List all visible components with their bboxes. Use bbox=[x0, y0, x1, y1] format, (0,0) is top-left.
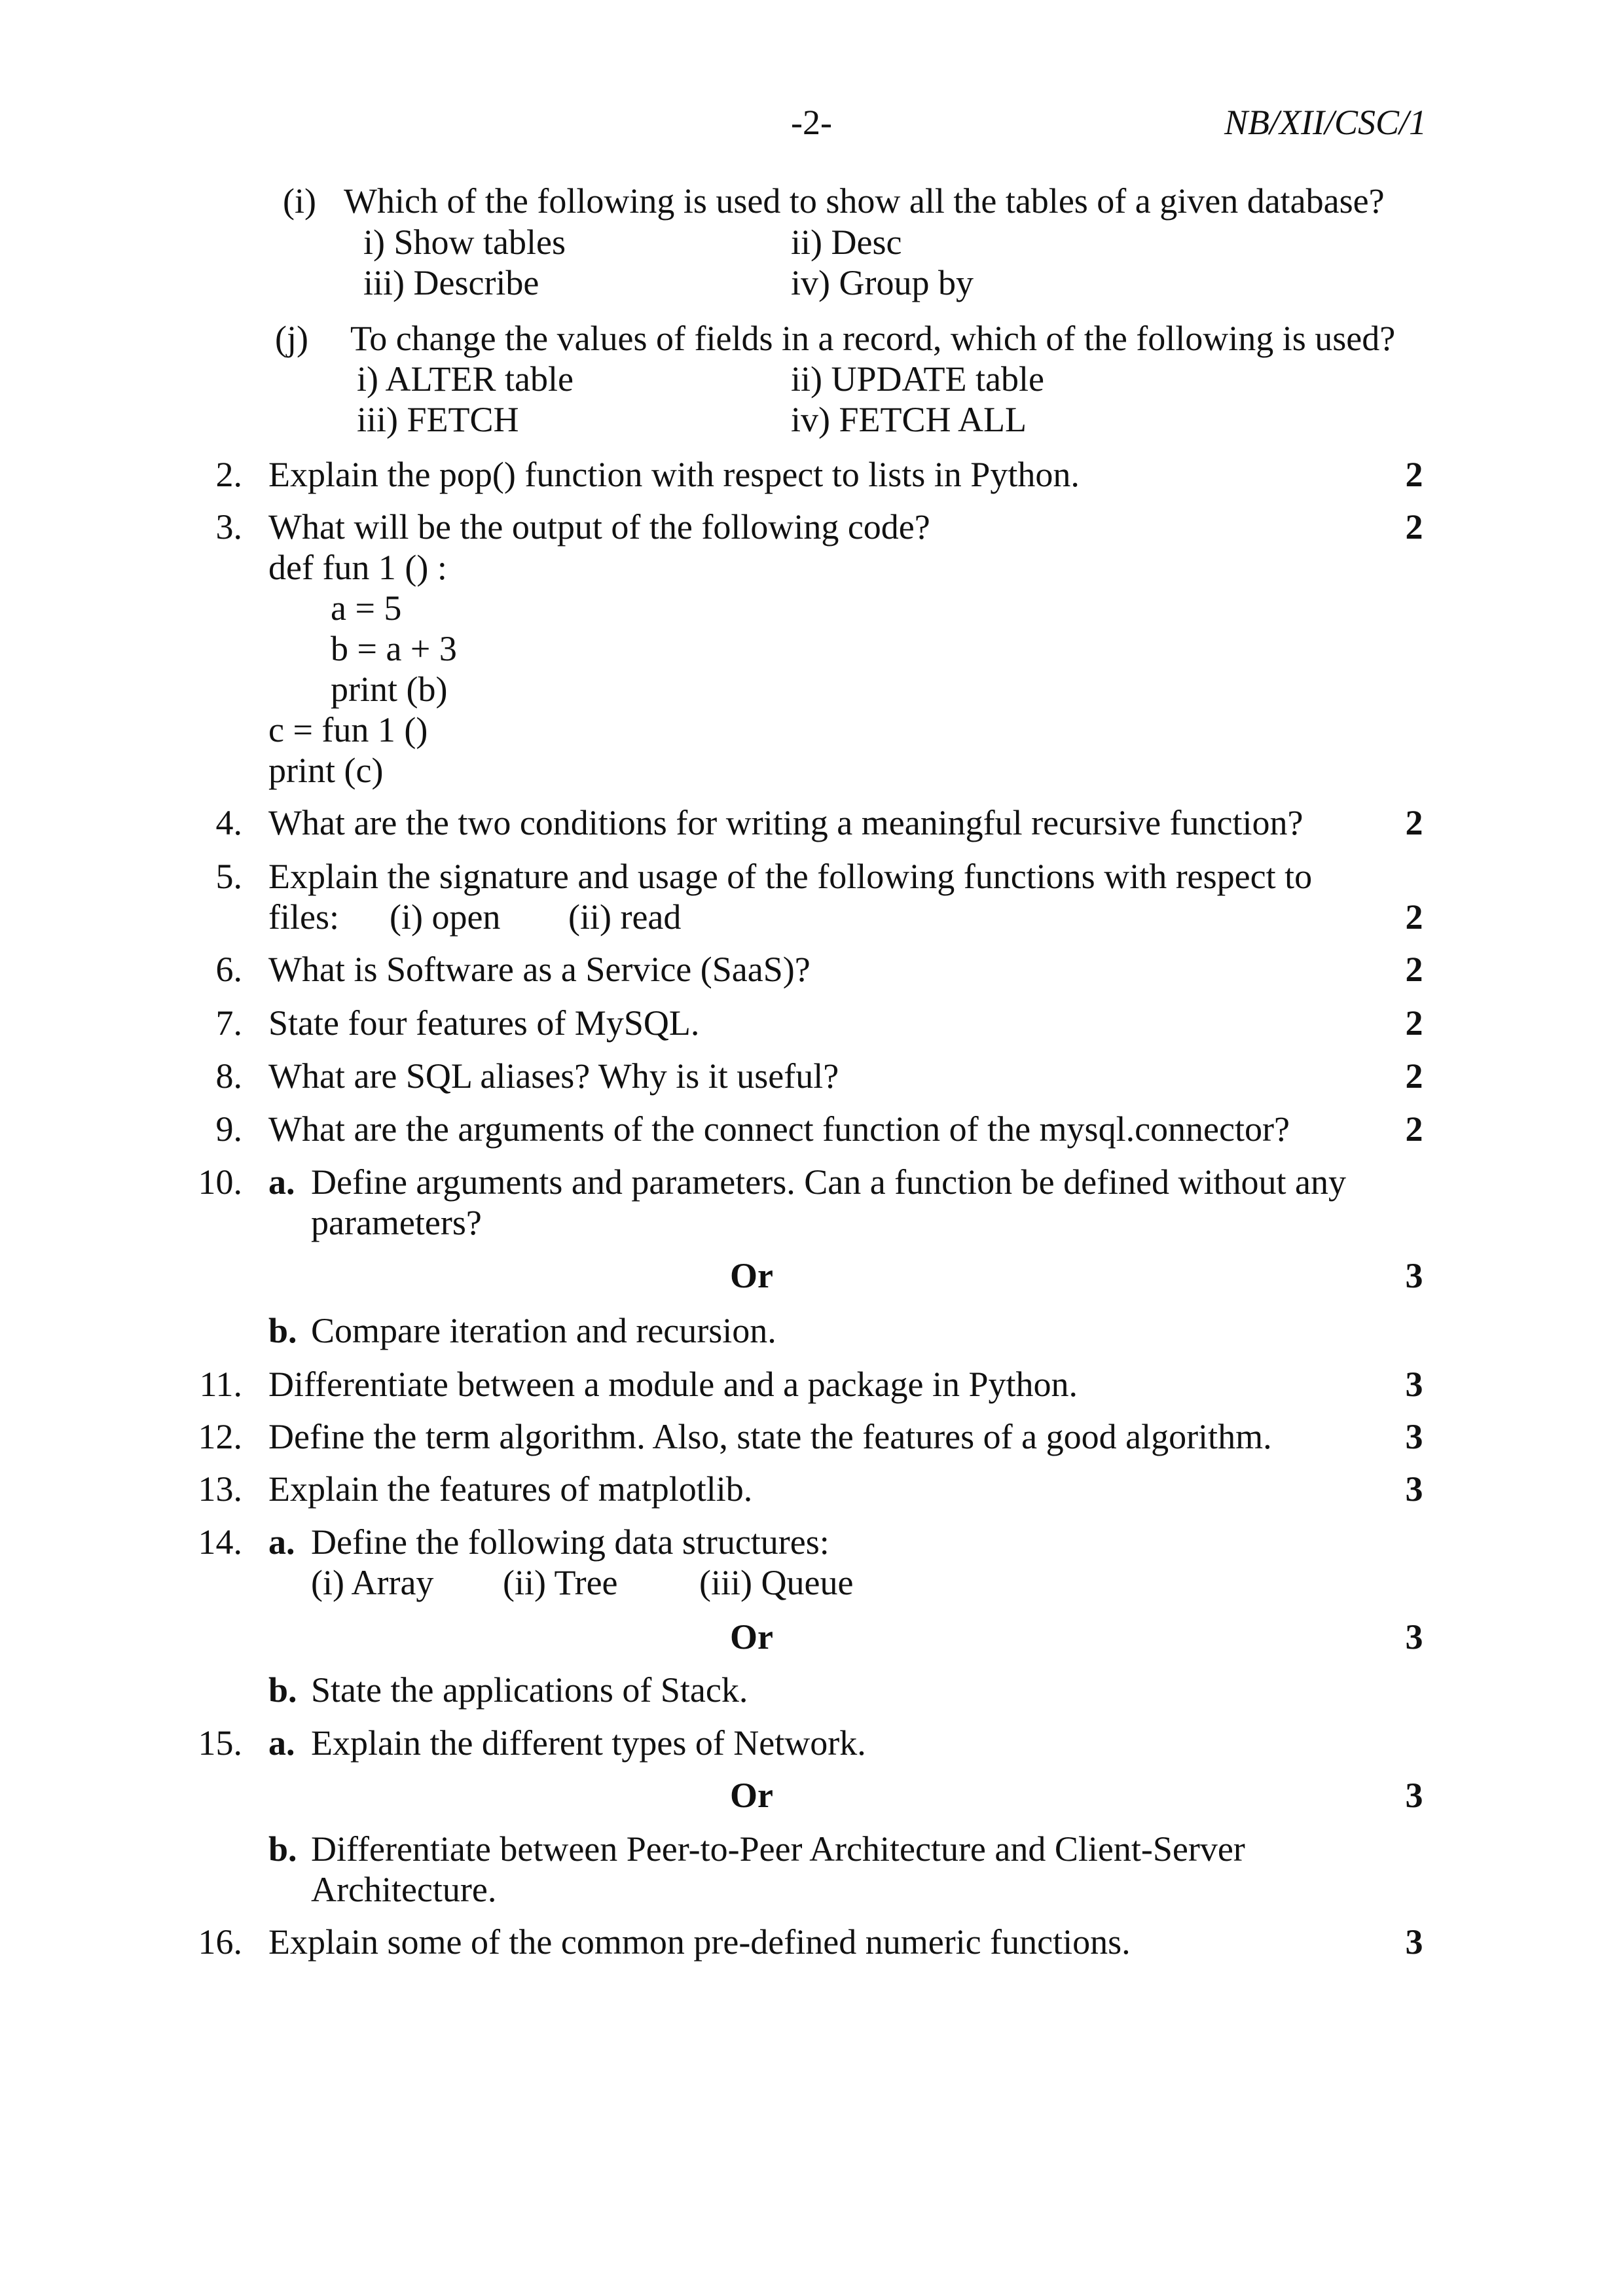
question-text: What are the two conditions for writing a meaningful recursive function? bbox=[268, 803, 1304, 842]
marks: 2 bbox=[1405, 1003, 1423, 1043]
option: ii) UPDATE table bbox=[791, 359, 1044, 399]
option: (ii) Tree bbox=[503, 1563, 618, 1602]
question-number: 3. bbox=[215, 507, 242, 547]
question-text: What are the arguments of the connect function of the mysql.connector? bbox=[268, 1109, 1290, 1149]
question-text: Explain the features of matplotlib. bbox=[268, 1469, 753, 1509]
question-number: 9. bbox=[215, 1109, 242, 1149]
marks: 3 bbox=[1405, 1365, 1423, 1404]
code-line: print (b) bbox=[331, 670, 448, 709]
part-label: b. bbox=[268, 1829, 297, 1869]
part-label: a. bbox=[268, 1723, 295, 1763]
question-text: Compare iteration and recursion. bbox=[311, 1311, 776, 1350]
option: iv) FETCH ALL bbox=[791, 400, 1027, 439]
code-line: c = fun 1 () bbox=[268, 710, 428, 749]
marks: 2 bbox=[1405, 455, 1423, 494]
question-number: 13. bbox=[198, 1469, 242, 1509]
option: (i) open bbox=[390, 897, 501, 937]
marks: 3 bbox=[1405, 1776, 1423, 1815]
question-text: What are SQL aliases? Why is it useful? bbox=[268, 1056, 839, 1096]
question-number: 7. bbox=[215, 1003, 242, 1043]
code-line: b = a + 3 bbox=[331, 629, 457, 668]
marks: 2 bbox=[1405, 897, 1423, 937]
marks: 2 bbox=[1405, 950, 1423, 989]
question-label: (j) bbox=[275, 319, 308, 358]
part-label: a. bbox=[268, 1162, 295, 1202]
question-number: 8. bbox=[215, 1056, 242, 1096]
question-text: To change the values of fields in a record, which of the following is used? bbox=[350, 319, 1396, 358]
marks: 2 bbox=[1405, 1109, 1423, 1149]
marks: 3 bbox=[1405, 1469, 1423, 1509]
option: (ii) read bbox=[568, 897, 682, 937]
question-text: Which of the following is used to show all the tables of a given database? bbox=[344, 181, 1385, 221]
question-number: 11. bbox=[199, 1365, 242, 1404]
question-text-line2: files: bbox=[268, 897, 339, 937]
question-number: 4. bbox=[215, 803, 242, 842]
or-separator: Or bbox=[730, 1617, 773, 1657]
marks: 2 bbox=[1405, 507, 1423, 547]
question-text: What is Software as a Service (SaaS)? bbox=[268, 950, 811, 989]
question-number: 15. bbox=[198, 1723, 242, 1763]
question-text: State the applications of Stack. bbox=[311, 1670, 748, 1710]
code-line: print (c) bbox=[268, 751, 384, 790]
option: iii) FETCH bbox=[357, 400, 519, 439]
marks: 3 bbox=[1405, 1922, 1423, 1962]
question-text: Explain the different types of Network. bbox=[311, 1723, 866, 1763]
option: ii) Desc bbox=[791, 223, 902, 262]
question-text: Define the following data structures: bbox=[311, 1522, 830, 1562]
question-number: 5. bbox=[215, 857, 242, 896]
question-text: Differentiate between Peer-to-Peer Architecture and Client-Server bbox=[311, 1829, 1245, 1869]
question-number: 12. bbox=[198, 1417, 242, 1456]
question-text: Explain the pop() function with respect to lists in Python. bbox=[268, 455, 1080, 494]
question-number: 6. bbox=[215, 950, 242, 989]
question-number: 2. bbox=[215, 455, 242, 494]
question-number: 14. bbox=[198, 1522, 242, 1562]
marks: 3 bbox=[1405, 1417, 1423, 1456]
or-separator: Or bbox=[730, 1776, 773, 1815]
page-number: -2- bbox=[791, 103, 832, 142]
option: iv) Group by bbox=[791, 263, 974, 302]
question-text-line2: parameters? bbox=[311, 1203, 482, 1242]
question-text: Explain some of the common pre-defined numeric functions. bbox=[268, 1922, 1131, 1962]
part-label: a. bbox=[268, 1522, 295, 1562]
part-label: b. bbox=[268, 1311, 297, 1350]
marks: 2 bbox=[1405, 803, 1423, 842]
marks: 2 bbox=[1405, 1056, 1423, 1096]
question-text: Define arguments and parameters. Can a function be defined without any bbox=[311, 1162, 1346, 1202]
option: (iii) Queue bbox=[699, 1563, 854, 1602]
option: iii) Describe bbox=[363, 263, 539, 302]
marks: 3 bbox=[1405, 1256, 1423, 1295]
option: (i) Array bbox=[311, 1563, 434, 1602]
code-line: a = 5 bbox=[331, 588, 402, 628]
question-text: State four features of MySQL. bbox=[268, 1003, 700, 1043]
question-number: 16. bbox=[198, 1922, 242, 1962]
question-label: (i) bbox=[283, 181, 316, 221]
or-separator: Or bbox=[730, 1256, 773, 1295]
question-text: Define the term algorithm. Also, state the features of a good algorithm. bbox=[268, 1417, 1272, 1456]
question-text: Differentiate between a module and a package in Python. bbox=[268, 1365, 1078, 1404]
question-text: Explain the signature and usage of the following functions with respect to bbox=[268, 857, 1313, 896]
question-text: What will be the output of the following code? bbox=[268, 507, 930, 547]
code-line: def fun 1 () : bbox=[268, 548, 447, 587]
option: i) Show tables bbox=[363, 223, 566, 262]
paper-code: NB/XII/CSC/1 bbox=[1224, 103, 1427, 142]
part-label: b. bbox=[268, 1670, 297, 1710]
option: i) ALTER table bbox=[357, 359, 574, 399]
question-text-line2: Architecture. bbox=[311, 1870, 497, 1909]
marks: 3 bbox=[1405, 1617, 1423, 1657]
question-number: 10. bbox=[198, 1162, 242, 1202]
